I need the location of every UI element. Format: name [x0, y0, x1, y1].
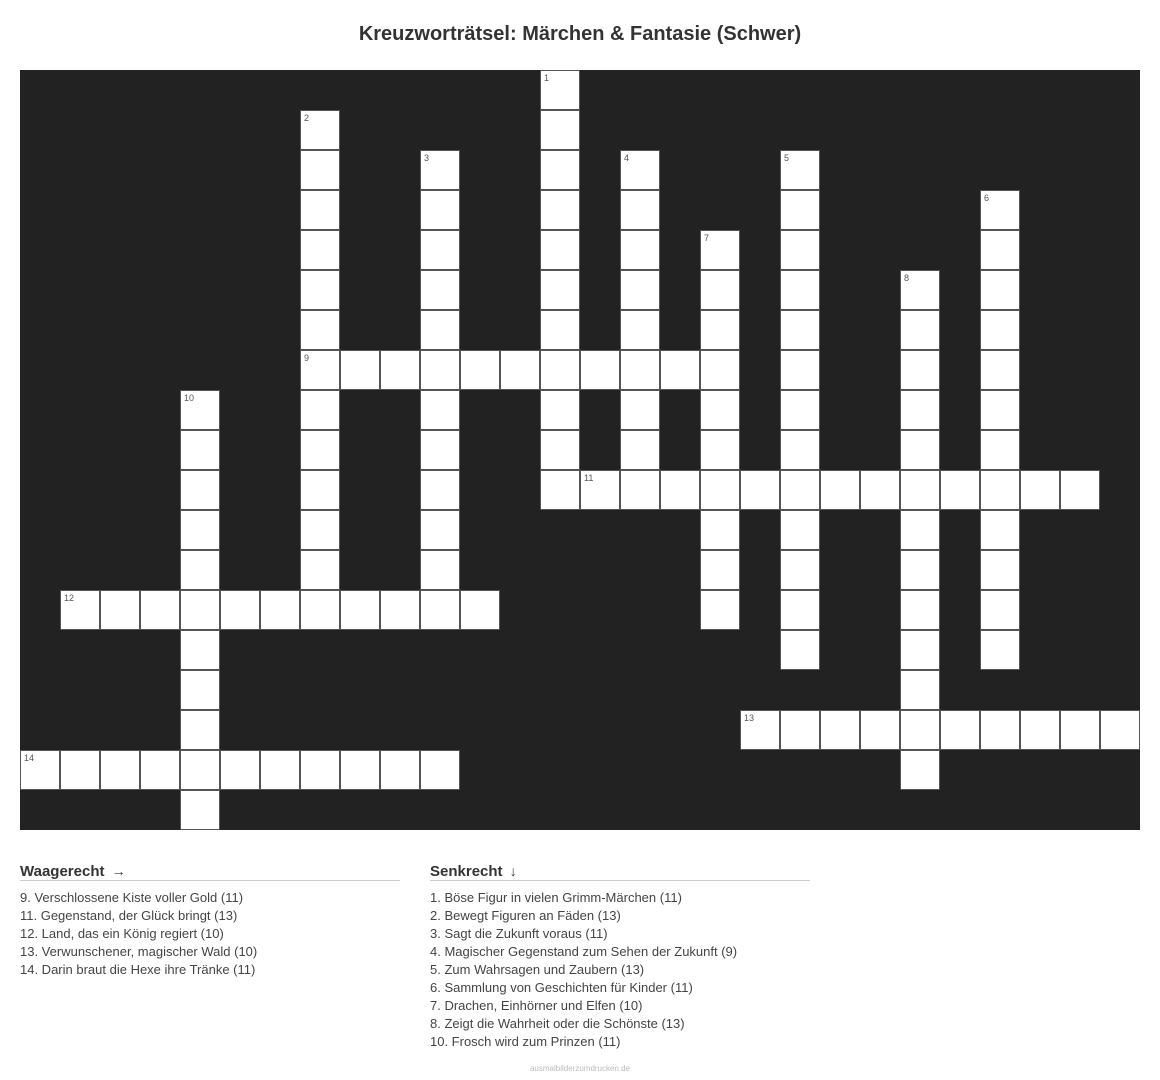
crossword-cell[interactable] [180, 590, 220, 630]
crossword-cell[interactable] [900, 510, 940, 550]
crossword-cell[interactable] [180, 390, 220, 430]
crossword-cell[interactable] [300, 350, 340, 390]
watermark: ausmalbilderzumdrucken.de [529, 1064, 631, 1073]
crossword-cell[interactable] [780, 270, 820, 310]
crossword-cell[interactable] [740, 470, 780, 510]
crossword-cell[interactable] [540, 190, 580, 230]
crossword-cell[interactable] [1020, 470, 1060, 510]
crossword-cell[interactable] [780, 630, 820, 670]
crossword-cell[interactable] [900, 750, 940, 790]
crossword-cell[interactable] [300, 750, 340, 790]
crossword-cell[interactable] [420, 550, 460, 590]
crossword-cell[interactable] [300, 110, 340, 150]
crossword-cell[interactable] [860, 470, 900, 510]
crossword-cell[interactable] [180, 470, 220, 510]
crossword-cell[interactable] [540, 110, 580, 150]
crossword-cell[interactable] [540, 150, 580, 190]
crossword-cell[interactable] [900, 710, 940, 750]
crossword-cell[interactable] [700, 430, 740, 470]
down-clue: 1. Böse Figur in vielen Grimm-Märchen (11) [430, 890, 682, 905]
crossword-cell[interactable] [300, 150, 340, 190]
crossword-cell[interactable] [900, 550, 940, 590]
across-clue: 12. Land, das ein König regiert (10) [20, 926, 224, 941]
crossword-cell[interactable] [300, 510, 340, 550]
crossword-cell[interactable] [820, 710, 860, 750]
crossword-cell[interactable] [700, 390, 740, 430]
crossword-cell[interactable] [340, 350, 380, 390]
crossword-cell[interactable] [300, 310, 340, 350]
crossword-cell[interactable] [300, 390, 340, 430]
cell-number: 5 [784, 153, 790, 163]
crossword-cell[interactable] [900, 470, 940, 510]
crossword-cell[interactable] [980, 350, 1020, 390]
down-heading-label: Senkrecht [430, 863, 503, 880]
across-clue: 13. Verwunschener, magischer Wald (10) [20, 944, 258, 959]
crossword-cell[interactable] [540, 230, 580, 270]
crossword-cell[interactable] [900, 670, 940, 710]
crossword-cell[interactable] [980, 510, 1020, 550]
across-clue: 11. Gegenstand, der Glück bringt (13) [20, 908, 238, 923]
crossword-cell[interactable] [540, 430, 580, 470]
crossword-cell[interactable] [180, 790, 220, 830]
crossword-cell[interactable] [180, 710, 220, 750]
down-clue: 3. Sagt die Zukunft voraus (11) [430, 926, 608, 941]
crossword-cell[interactable] [700, 550, 740, 590]
crossword-cell[interactable] [940, 470, 980, 510]
cell-number: 13 [744, 713, 755, 723]
crossword-cell[interactable] [420, 470, 460, 510]
crossword-cell[interactable] [220, 590, 260, 630]
crossword-cell[interactable] [620, 430, 660, 470]
across-clue: 14. Darin braut die Hexe ihre Tränke (11) [20, 962, 256, 977]
crossword-cell[interactable] [700, 510, 740, 550]
crossword-cell[interactable] [180, 670, 220, 710]
cell-number: 14 [24, 753, 35, 763]
crossword-cell[interactable] [860, 710, 900, 750]
crossword-cell[interactable] [540, 470, 580, 510]
arrow-down-icon: ↓ [509, 863, 517, 879]
crossword-cell[interactable] [180, 550, 220, 590]
crossword-cell[interactable] [900, 350, 940, 390]
crossword-cell[interactable] [580, 350, 620, 390]
crossword-cell[interactable] [620, 270, 660, 310]
crossword-cell[interactable] [420, 270, 460, 310]
down-clue-list [430, 889, 810, 1051]
crossword-cell[interactable] [140, 590, 180, 630]
cell-number: 7 [704, 233, 710, 243]
crossword-cell[interactable] [900, 430, 940, 470]
crossword-cell[interactable] [980, 470, 1020, 510]
across-clue: 9. Verschlossene Kiste voller Gold (11) [20, 890, 244, 905]
crossword-cell[interactable] [340, 590, 380, 630]
crossword-cell[interactable] [980, 590, 1020, 630]
crossword-cell[interactable] [780, 190, 820, 230]
crossword-cell[interactable] [620, 470, 660, 510]
crossword-cell[interactable] [620, 310, 660, 350]
across-heading-label: Waagerecht [20, 863, 105, 880]
crossword-grid [20, 70, 1140, 830]
cell-number: 8 [904, 273, 910, 283]
crossword-cell[interactable] [620, 390, 660, 430]
crossword-cell[interactable] [660, 470, 700, 510]
crossword-cell[interactable] [180, 430, 220, 470]
crossword-cell[interactable] [420, 350, 460, 390]
down-heading [430, 862, 810, 881]
crossword-cell[interactable] [140, 750, 180, 790]
crossword-cell[interactable] [660, 350, 700, 390]
crossword-cell[interactable] [780, 430, 820, 470]
crossword-cell[interactable] [900, 390, 940, 430]
crossword-cell[interactable] [1060, 710, 1100, 750]
crossword-cell[interactable] [300, 470, 340, 510]
crossword-cell[interactable] [900, 270, 940, 310]
down-clue: 4. Magischer Gegenstand zum Sehen der Zukunft (9) [430, 944, 738, 959]
crossword-cell[interactable] [700, 590, 740, 630]
arrow-right-icon: → [111, 863, 126, 879]
crossword-cell[interactable] [780, 470, 820, 510]
crossword-cell[interactable] [980, 230, 1020, 270]
crossword-cell[interactable] [540, 350, 580, 390]
crossword-cell[interactable] [460, 350, 500, 390]
crossword-cell[interactable] [980, 630, 1020, 670]
cell-number: 12 [64, 593, 75, 603]
crossword-cell[interactable] [980, 310, 1020, 350]
down-clue: 2. Bewegt Figuren an Fäden (13) [430, 908, 621, 923]
across-clue-list [20, 889, 400, 979]
crossword-cell[interactable] [740, 710, 780, 750]
crossword-cell[interactable] [620, 190, 660, 230]
crossword-cell[interactable] [780, 350, 820, 390]
crossword-cell[interactable] [620, 350, 660, 390]
crossword-cell[interactable] [700, 310, 740, 350]
crossword-cell[interactable] [100, 590, 140, 630]
crossword-cell[interactable] [780, 550, 820, 590]
crossword-cell[interactable] [420, 430, 460, 470]
crossword-cell[interactable] [260, 590, 300, 630]
crossword-cell[interactable] [780, 510, 820, 550]
crossword-cell[interactable] [580, 470, 620, 510]
crossword-cell[interactable] [820, 470, 860, 510]
crossword-cell[interactable] [20, 750, 60, 790]
crossword-cell[interactable] [420, 310, 460, 350]
crossword-cell[interactable] [780, 230, 820, 270]
across-heading [20, 862, 400, 881]
cell-number: 2 [304, 113, 310, 123]
crossword-cell[interactable] [420, 230, 460, 270]
crossword-cell[interactable] [980, 430, 1020, 470]
crossword-cell[interactable] [540, 390, 580, 430]
crossword-cell[interactable] [780, 390, 820, 430]
crossword-cell[interactable] [700, 470, 740, 510]
crossword-cell[interactable] [980, 190, 1020, 230]
down-clue: 10. Frosch wird zum Prinzen (11) [430, 1034, 621, 1049]
crossword-cell[interactable] [1100, 710, 1140, 750]
crossword-cell[interactable] [420, 750, 460, 790]
crossword-cell[interactable] [900, 310, 940, 350]
crossword-cell[interactable] [420, 390, 460, 430]
cell-number: 10 [184, 393, 195, 403]
crossword-cell[interactable] [980, 710, 1020, 750]
crossword-cell[interactable] [220, 750, 260, 790]
crossword-cell[interactable] [300, 270, 340, 310]
crossword-cell[interactable] [340, 750, 380, 790]
crossword-cell[interactable] [780, 710, 820, 750]
crossword-cell[interactable] [100, 750, 140, 790]
crossword-cell[interactable] [940, 710, 980, 750]
crossword-cell[interactable] [460, 590, 500, 630]
crossword-cell[interactable] [260, 750, 300, 790]
crossword-cell[interactable] [60, 750, 100, 790]
crossword-cell[interactable] [180, 510, 220, 550]
crossword-cell[interactable] [620, 150, 660, 190]
cell-number: 1 [544, 73, 550, 83]
crossword-cell[interactable] [900, 590, 940, 630]
crossword-cell[interactable] [180, 750, 220, 790]
cell-number: 9 [304, 353, 310, 363]
crossword-cell[interactable] [540, 310, 580, 350]
crossword-cell[interactable] [420, 190, 460, 230]
crossword-cell[interactable] [900, 630, 940, 670]
crossword-cell[interactable] [1020, 710, 1060, 750]
crossword-cell[interactable] [620, 230, 660, 270]
cell-number: 3 [424, 153, 430, 163]
crossword-cell[interactable] [380, 590, 420, 630]
crossword-cell[interactable] [1060, 470, 1100, 510]
crossword-cell[interactable] [500, 350, 540, 390]
page-title: Kreuzworträtsel: Märchen & Fantasie (Schwer) [358, 23, 802, 45]
down-clue: 5. Zum Wahrsagen und Zaubern (13) [430, 962, 645, 977]
crossword-cell[interactable] [420, 150, 460, 190]
crossword-cell[interactable] [540, 70, 580, 110]
crossword-cell[interactable] [700, 350, 740, 390]
crossword-cell[interactable] [300, 430, 340, 470]
crossword-cell[interactable] [420, 590, 460, 630]
crossword-cell[interactable] [380, 750, 420, 790]
cell-number: 6 [984, 193, 990, 203]
down-clue: 7. Drachen, Einhörner und Elfen (10) [430, 998, 643, 1013]
crossword-cell[interactable] [300, 230, 340, 270]
crossword-cell[interactable] [300, 190, 340, 230]
down-clue: 8. Zeigt die Wahrheit oder die Schönste (13) [430, 1016, 685, 1031]
cell-number: 4 [624, 153, 630, 163]
crossword-cell[interactable] [700, 230, 740, 270]
crossword-cell[interactable] [300, 550, 340, 590]
crossword-cell[interactable] [420, 510, 460, 550]
crossword-cell[interactable] [780, 150, 820, 190]
crossword-cell[interactable] [180, 630, 220, 670]
crossword-cell[interactable] [780, 310, 820, 350]
crossword-cell[interactable] [300, 590, 340, 630]
crossword-cell[interactable] [540, 270, 580, 310]
down-clues-section [430, 862, 810, 1051]
crossword-cell[interactable] [780, 590, 820, 630]
crossword-cell[interactable] [380, 350, 420, 390]
crossword-cell[interactable] [60, 590, 100, 630]
across-clues-section [20, 862, 400, 979]
cell-number: 11 [584, 473, 594, 483]
crossword-cell[interactable] [980, 390, 1020, 430]
crossword-cell[interactable] [980, 550, 1020, 590]
crossword-cell[interactable] [700, 270, 740, 310]
crossword-cell[interactable] [980, 270, 1020, 310]
down-clue: 6. Sammlung von Geschichten für Kinder (11) [430, 980, 693, 995]
